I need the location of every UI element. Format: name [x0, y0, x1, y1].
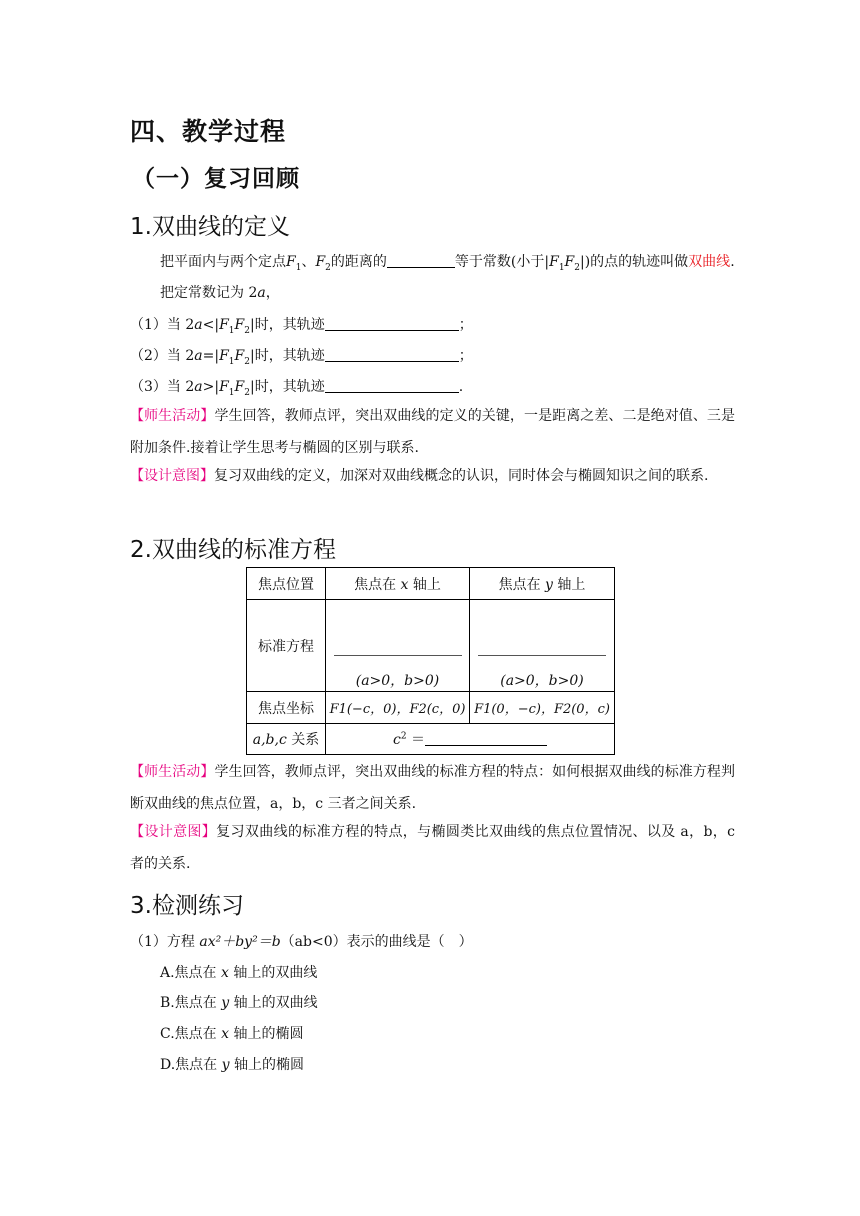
var-f2: F: [564, 254, 575, 270]
table-header-cell: 焦点位置: [247, 568, 326, 600]
var-f1: F: [219, 379, 229, 395]
table-row-label: 焦点坐标: [247, 692, 326, 724]
activity-note-2: [130, 756, 735, 820]
definition-text-mid: 的距离的: [330, 254, 387, 270]
var-a: a: [257, 285, 266, 301]
var-y: y: [545, 576, 553, 593]
constant-note: [160, 283, 280, 303]
intent-tag: 【设计意图】: [130, 468, 214, 484]
activity-note-1: [130, 400, 735, 464]
separator: 、: [301, 254, 316, 270]
definition-sentence: [160, 252, 735, 278]
sub-1: 1: [295, 262, 302, 273]
section-title-practice: 3.检测练习: [130, 893, 244, 919]
condition-text: (a>0，b>0): [355, 673, 440, 689]
activity-text: 学生回答，教师点评，突出双曲线的标准方程的特点：如何根据双曲线的标准方程判断双曲线的焦点位置，a，b，c 三者之间关系.: [130, 764, 736, 812]
var-f2: F: [234, 317, 245, 333]
var-f1: F: [219, 317, 229, 333]
var-x: x: [221, 965, 229, 981]
var-a: a: [194, 379, 203, 395]
table-header-cell: [470, 568, 615, 600]
period: .: [730, 254, 735, 270]
header-text: 焦点在: [498, 576, 546, 593]
case-num: （3）当 2: [130, 379, 195, 395]
intent-text: 复习双曲线的标准方程的特点，与椭圆类比双曲线的焦点位置情况、以及 a，b，c 者的关系.: [130, 824, 735, 872]
intent-note-1: [130, 460, 735, 492]
option-text: 轴上的双曲线: [228, 965, 318, 981]
case-3: [130, 377, 463, 403]
case-2: [130, 346, 473, 372]
var-f2: F: [234, 379, 245, 395]
option-text: D.焦点在: [160, 1057, 222, 1073]
var-y: y: [221, 1057, 230, 1073]
fill-blank[interactable]: [387, 253, 455, 268]
sub-1: 1: [228, 356, 235, 367]
option-text: B.焦点在: [160, 995, 222, 1011]
activity-tag: 【师生活动】: [130, 764, 215, 780]
option-text: 轴上的椭圆: [229, 1057, 305, 1073]
question-1: [130, 932, 473, 952]
var-x: x: [221, 1026, 230, 1042]
header-text: 轴上: [552, 576, 586, 593]
superscript: 2: [400, 731, 407, 742]
case-text: |时，其轨迹: [249, 348, 325, 364]
definition-text: 把平面内与两个定点: [160, 254, 286, 270]
question-equation: ax²＋by²＝b: [199, 934, 281, 950]
case-text: |时，其轨迹: [249, 379, 325, 395]
definition-text-after: 等于常数(小于|: [454, 254, 550, 270]
var-a: a: [194, 348, 203, 364]
definition-text-tail: |)的点的轨迹叫做: [580, 254, 689, 270]
term-hyperbola: 双曲线: [688, 254, 731, 270]
section-title-definition: 1.双曲线的定义: [130, 214, 290, 240]
option-c[interactable]: [160, 1023, 303, 1043]
header-text: 轴上: [408, 576, 441, 593]
option-d[interactable]: [160, 1054, 304, 1074]
var-f1: F: [549, 254, 559, 270]
sub-2: 2: [244, 387, 250, 398]
var-a: a: [194, 317, 203, 333]
header-text: 焦点在: [354, 576, 401, 593]
comma: ，: [265, 285, 280, 301]
option-text: 轴上的椭圆: [229, 1026, 304, 1042]
punct: ；: [458, 348, 473, 364]
option-text: A.焦点在: [160, 965, 222, 981]
var-f1: F: [286, 254, 296, 270]
question-text: （ab<0）表示的曲线是（ ）: [280, 934, 473, 950]
punct: ；: [458, 317, 473, 333]
option-text: 轴上的双曲线: [229, 995, 318, 1011]
sub-2: 2: [325, 262, 331, 273]
fill-blank[interactable]: [325, 378, 459, 393]
option-a[interactable]: [160, 962, 317, 982]
case-1: [130, 315, 473, 341]
var-f2: F: [315, 254, 326, 270]
sub-2: 2: [244, 325, 250, 336]
var-abc: a,b,c: [252, 732, 287, 748]
activity-text: 学生回答，教师点评，突出双曲线的定义的关键，一是距离之差、二是绝对值、三是附加条件.接着让学生思考与椭圆的区别与联系.: [130, 408, 736, 456]
equals: ＝: [406, 732, 426, 748]
intent-text: 复习双曲线的定义，加深对双曲线概念的认识，同时体会与椭圆知识之间的联系.: [214, 468, 709, 484]
table-row-label: 标准方程: [247, 600, 326, 692]
var-c: c: [392, 732, 401, 748]
case-text: |时，其轨迹: [249, 317, 325, 333]
intent-tag: 【设计意图】: [130, 824, 217, 840]
condition-text: (a>0，b>0): [500, 673, 584, 689]
intent-note-2: [130, 816, 735, 880]
case-num: （2）当 2: [130, 348, 195, 364]
table-header-cell: [326, 568, 470, 600]
punct: .: [458, 379, 464, 395]
table-cell: [326, 600, 470, 692]
table-cell: [326, 724, 615, 755]
sub-2: 2: [574, 262, 580, 273]
label-text: 关系: [286, 732, 320, 748]
standard-equation-table: [246, 567, 615, 755]
constant-note-text: 把定常数记为 2: [160, 285, 258, 301]
relation: =|: [202, 348, 220, 364]
fill-blank[interactable]: [325, 347, 459, 362]
relation: <|: [202, 317, 220, 333]
sub-1: 1: [228, 325, 235, 336]
table-cell: F1(0，−c)，F2(0，c): [470, 692, 615, 724]
relation: >|: [202, 379, 220, 395]
option-text: C.焦点在: [160, 1026, 222, 1042]
table-cell: [470, 600, 615, 692]
fill-blank[interactable]: [325, 316, 459, 331]
sub-2: 2: [244, 356, 250, 367]
var-f2: F: [234, 348, 245, 364]
activity-tag: 【师生活动】: [130, 408, 215, 424]
sub-1: 1: [228, 387, 235, 398]
var-f1: F: [219, 348, 229, 364]
case-num: （1）当 2: [130, 317, 195, 333]
fill-blank[interactable]: [334, 643, 462, 656]
section-title-standard-equation: 2.双曲线的标准方程: [130, 537, 336, 563]
var-x: x: [400, 576, 409, 593]
subsection-heading-review: （一）复习回顾: [132, 166, 300, 192]
table-row-label: [247, 724, 326, 755]
sub-1: 1: [558, 262, 565, 273]
table-cell: F1(−c，0)，F2(c，0): [326, 692, 470, 724]
section-heading-teaching-process: 四、教学过程: [130, 117, 287, 146]
fill-blank[interactable]: [478, 643, 606, 656]
question-num: （1）方程: [130, 934, 200, 950]
var-y: y: [221, 995, 230, 1011]
fill-blank[interactable]: [425, 731, 547, 746]
option-b[interactable]: [160, 992, 318, 1012]
